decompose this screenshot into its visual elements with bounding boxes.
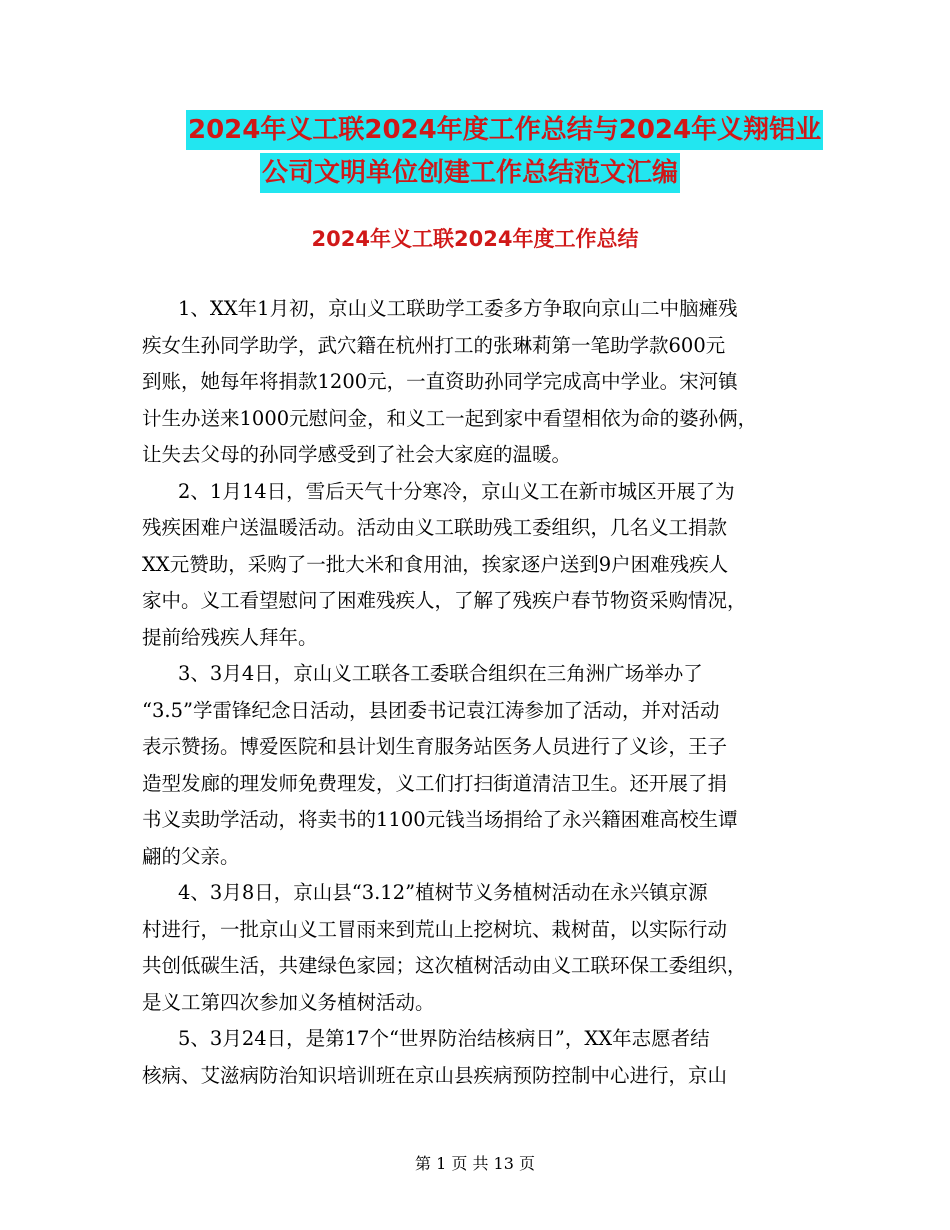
paragraph-line: 到账，她每年将捐款1200元，一直资助孙同学完成高中学业。宋河镇 xyxy=(142,370,738,393)
paragraph-line: 是义工第四次参加义务植树活动。 xyxy=(142,990,435,1014)
paragraph-line: 疾女生孙同学助学，武穴籍在杭州打工的张琳莉第一笔助学款600元 xyxy=(142,333,726,357)
paragraph-line: 提前给残疾人拜年。 xyxy=(142,625,318,649)
paragraph-line: 让失去父母的孙同学感受到了社会大家庭的温暖。 xyxy=(142,443,572,466)
paragraph-line: 3、3月4日，京山义工联各工委联合组织在三角洲广场举办了 xyxy=(178,662,703,685)
paragraph-line: XX元赞助，采购了一批大米和食用油，挨家逐户送到9户困难残疾人 xyxy=(142,552,729,576)
paragraph-line: 家中。义工看望慰问了困难残疾人，了解了残疾户春节物资采购情况， xyxy=(142,589,747,612)
section-title: 2024年义工联2024年度工作总结 xyxy=(311,227,639,251)
paragraph-line: 核病、艾滋病防治知识培训班在京山县疾病预防控制中心进行，京山 xyxy=(142,1063,728,1087)
paragraph-line: 翩的父亲。 xyxy=(142,844,240,868)
paragraph-line: “3.5”学雷锋纪念日活动，县团委书记袁江涛参加了活动，并对活动 xyxy=(142,698,720,722)
paragraph xyxy=(142,474,810,657)
paragraph xyxy=(142,291,810,474)
document-title-line-1: 2024年义工联2024年度工作总结与2024年义翔铝业 xyxy=(186,110,823,150)
document-title-line-2: 公司文明单位创建工作总结范文汇编 xyxy=(260,153,680,193)
paragraph-line: 表示赞扬。博爱医院和县计划生育服务站医务人员进行了义诊，王子 xyxy=(142,735,728,758)
paragraph-line: 共创低碳生活，共建绿色家园；这次植树活动由义工联环保工委组织， xyxy=(142,954,747,977)
paragraph-line: 4、3月8日，京山县“3.12”植树节义务植树活动在永兴镇京源 xyxy=(178,881,708,904)
paragraph xyxy=(142,1021,810,1094)
paragraph-line: 1、XX年1月初，京山义工联助学工委多方争取向京山二中脑瘫残 xyxy=(178,297,738,320)
page-footer: 第 1 页 共 13 页 xyxy=(415,1154,535,1173)
paragraph-line: 造型发廊的理发师免费理发，义工们打扫街道清洁卫生。还开展了捐 xyxy=(142,771,728,795)
paragraph xyxy=(142,875,810,1021)
paragraph-line: 2、1月14日，雪后天气十分寒冷，京山义工在新市城区开展了为 xyxy=(178,479,735,503)
paragraph-line: 村进行，一批京山义工冒雨来到荒山上挖树坑、栽树苗，以实际行动 xyxy=(142,917,728,941)
document-body xyxy=(142,291,810,1094)
paragraph-line: 5、3月24日，是第17个“世界防治结核病日”，XX年志愿者结 xyxy=(178,1027,710,1050)
paragraph-line: 计生办送来1000元慰问金，和义工一起到家中看望相依为命的婆孙俩， xyxy=(142,406,758,430)
paragraph xyxy=(142,656,810,875)
paragraph-line: 残疾困难户送温暖活动。活动由义工联助残工委组织，几名义工捐款 xyxy=(142,516,728,539)
paragraph-line: 书义卖助学活动，将卖书的1100元钱当场捐给了永兴籍困难高校生谭 xyxy=(142,808,738,831)
